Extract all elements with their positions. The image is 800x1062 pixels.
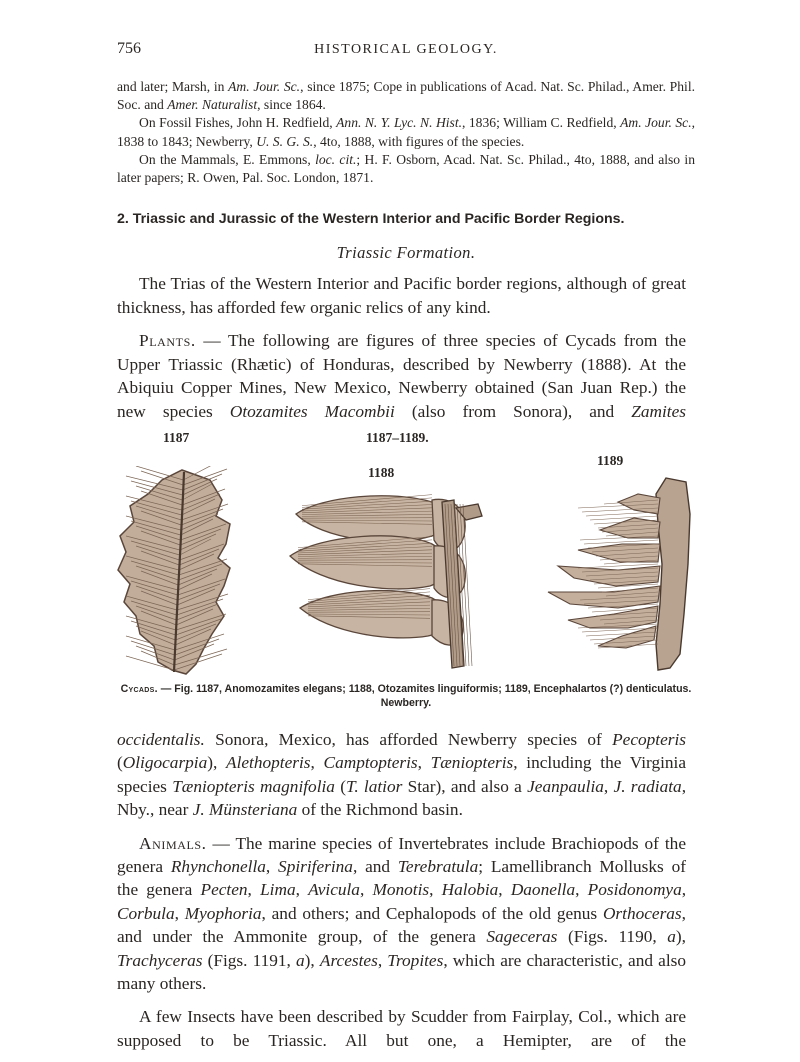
reference-paragraph: On Fossil Fishes, John H. Redfield, Ann. N. Y. Lyc. N. Hist., 1836; William C. Redfield, Am. Jour. Sc., 1838 to 1843; Newberry, U. S. G. S., 4to, 1888, with figures of the species.	[117, 115, 696, 149]
italic-term: Spiriferina	[278, 857, 353, 877]
body-paragraph: Plants. — The following are figures of three species of Cycads from the Upper Triassic (Rhætic) of Honduras, described by Newberry (1888). At the Abiquiu Copper Mines, New Mexico, Newberry obtained (San Juan Rep.) the new species Otozamites Macombii (also from Sonora), and Zamites	[117, 331, 686, 421]
figure-label-1188: 1188	[368, 465, 395, 480]
italic-term: Sageceras	[486, 927, 558, 947]
italic-term: Alethopteris	[226, 753, 311, 773]
italic-term: Corbula	[117, 903, 175, 923]
italic-term: Terebratula	[397, 857, 479, 877]
small-caps-heading: Animals.	[139, 833, 207, 853]
page-number: 756	[117, 40, 141, 57]
body-text-top	[117, 272, 686, 434]
italic-term: Orthoceras	[602, 903, 682, 923]
subheading: Triassic Formation.	[336, 243, 476, 262]
italic-term: Myophoria	[184, 903, 262, 923]
italic-term: Tæniopteris	[430, 753, 514, 773]
fossil-leaf-1187-illustration	[112, 466, 240, 678]
small-caps-heading: Plants.	[139, 331, 196, 351]
reference-paragraph: and later; Marsh, in Am. Jour. Sc., since 1875; Cope in publications of Acad. Nat. Sc. Philad., Amer. Phil. Soc. and Amer. Naturalist, since 1864.	[117, 79, 695, 113]
italic-term: a	[296, 950, 305, 970]
italic-term: Tropites	[387, 950, 444, 970]
body-text-bottom	[117, 728, 686, 1062]
italic-term: Trachyceras	[117, 950, 203, 970]
italic-term: Posidonomya	[587, 880, 682, 900]
reference-paragraph: On the Mammals, E. Emmons, loc. cit.; H. F. Osborn, Acad. Nat. Sc. Philad., 4to, 1888, and also in later papers; R. Owen, Pal. Soc. London, 1871.	[117, 151, 695, 186]
italic-term: Halobia	[441, 880, 499, 900]
italic-term: Daonella	[510, 880, 576, 900]
body-paragraph: Animals. — The marine species of Invertebrates include Brachiopods of the genera Rhynchonella, Spiriferina, and Terebratula; Lamellibranch Mollusks of the genera Pecten, Lima, Avicula, Monotis, Halobia, Daonella, Posidonomya, Corbula, Myophoria, and others; and Cephalopods of the old genus Orthoceras, and under the Ammonite group, of the genera Sageceras (Figs. 1190, a), Trachyceras (Figs. 1191, a), Arcestes, Tropites, which are characteristic, and also many others.	[117, 833, 687, 994]
italic-term: Ann. N. Y. Lyc. N. Hist.	[336, 115, 463, 131]
references-block	[117, 78, 695, 187]
italic-term: Rhynchonella	[170, 857, 266, 877]
figure-caption: Cycads. — Fig. 1187, Anomozamites elegans; 1188, Otozamites linguiformis; 1189, Encephalartos (?) denticulatus. Newberry.	[120, 683, 692, 709]
italic-term: Otozamites Macombii	[229, 401, 395, 421]
italic-term: occidentalis.	[117, 730, 205, 749]
italic-term: Lima	[260, 880, 296, 900]
small-caps-heading: Cycads.	[120, 683, 158, 695]
italic-term: Am. Jour. Sc.	[228, 79, 301, 94]
figure-group-label: 1187–1189.	[366, 430, 429, 445]
italic-term: Pecopteris	[612, 730, 686, 749]
running-header	[117, 40, 695, 60]
body-paragraph: The Trias of the Western Interior and Pacific border regions, although of great thickness, has afforded few organic relics of any kind.	[117, 274, 686, 317]
italic-term: Oligocarpia	[122, 753, 208, 773]
body-paragraph: occidentalis. Sonora, Mexico, has afforded Newberry species of Pecopteris (Oligocarpia), Alethopteris, Camptopteris, Tæniopteris, including the Virginia species Tæniopteris magnifolia (T. latior Star), and also a Jeanpaulia, J. radiata, Nby., near J. Münsteriana of the Richmond basin.	[117, 730, 687, 820]
italic-term: J. radiata	[613, 776, 682, 796]
italic-term: Tæniopteris magnifolia	[172, 776, 335, 796]
italic-term: Avicula	[308, 880, 360, 900]
italic-term: Arcestes	[319, 950, 378, 970]
italic-term: a	[667, 927, 676, 947]
italic-term: Jeanpaulia	[527, 776, 604, 796]
fossil-frond-1189-illustration	[538, 474, 698, 676]
figure-label-1189: 1189	[597, 453, 624, 468]
figure-label-1187: 1187	[163, 430, 190, 445]
body-paragraph: A few Insects have been described by Scudder from Fairplay, Col., which are supposed to be Triassic. All but one, a Hemipter, are of the	[117, 1007, 686, 1050]
italic-term: Am. Jour. Sc.	[620, 115, 692, 131]
running-title: HISTORICAL GEOLOGY.	[314, 42, 498, 57]
italic-term: loc. cit.	[315, 151, 357, 167]
italic-term: Zamites	[631, 401, 686, 421]
section-heading: 2. Triassic and Jurassic of the Western Interior and Pacific Border Regions.	[117, 211, 625, 227]
italic-term: U. S. G. S.	[256, 133, 314, 149]
fossil-leaflets-1188-illustration	[282, 490, 500, 672]
italic-term: J. Münsteriana	[192, 800, 298, 820]
italic-term: T. latior	[346, 776, 403, 796]
italic-term: Monotis	[372, 880, 430, 900]
italic-term: Amer. Naturalist	[167, 97, 258, 113]
italic-term: Pecten	[200, 880, 248, 900]
italic-term: Camptopteris	[323, 753, 418, 773]
